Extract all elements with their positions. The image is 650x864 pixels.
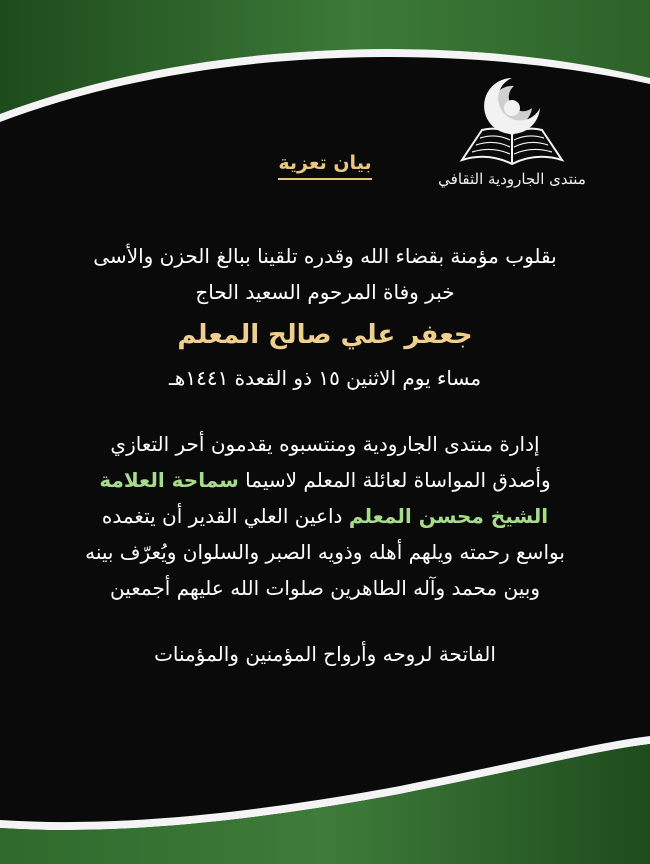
heading-container — [260, 152, 390, 180]
closing-line: الفاتحة لروحه وأرواح المؤمنين والمؤمنات — [154, 642, 496, 666]
sheikh-name-highlight: الشيخ محسن المعلم — [348, 504, 549, 528]
paragraph-line-3 — [30, 498, 620, 534]
date-line: مساء يوم الاثنين ١٥ ذو القعدة ١٤٤١هـ — [168, 366, 482, 390]
paragraph-line-5: وبين محمد وآله الطاهرين صلوات الله عليهم أجمعين — [109, 576, 541, 600]
opening-line: بقلوب مؤمنة بقضاء الله وقدره تلقينا ببالغ الحزن والأسى — [93, 244, 557, 268]
news-line: خبر وفاة المرحوم السعيد الحاج — [195, 280, 455, 304]
condolence-paragraph — [30, 426, 620, 606]
page-title: بيان تعزية — [278, 152, 371, 180]
sheikh-title-highlight: سماحة العلامة — [99, 468, 239, 492]
paragraph-line-2 — [30, 462, 620, 498]
deceased-name: جعفر علي صالح المعلم — [177, 320, 473, 350]
paragraph-line-1: إدارة منتدى الجارودية ومنتسبوه يقدمون أحر التعازي — [110, 432, 540, 456]
logo-text: منتدى الجارودية الثقافي — [438, 170, 586, 188]
paragraph-line-4: بواسع رحمته ويلهم أهله وذويه الصبر والسلوان ويُعرّف بينه — [85, 540, 565, 564]
open-book-icon — [462, 129, 562, 164]
p2-text: وأصدق المواساة لعائلة المعلم لاسيما — [245, 468, 551, 492]
p3-text: داعين العلي القدير أن يتغمده — [101, 504, 343, 528]
logo-circle-icon — [484, 78, 540, 134]
condolence-body — [30, 238, 620, 672]
